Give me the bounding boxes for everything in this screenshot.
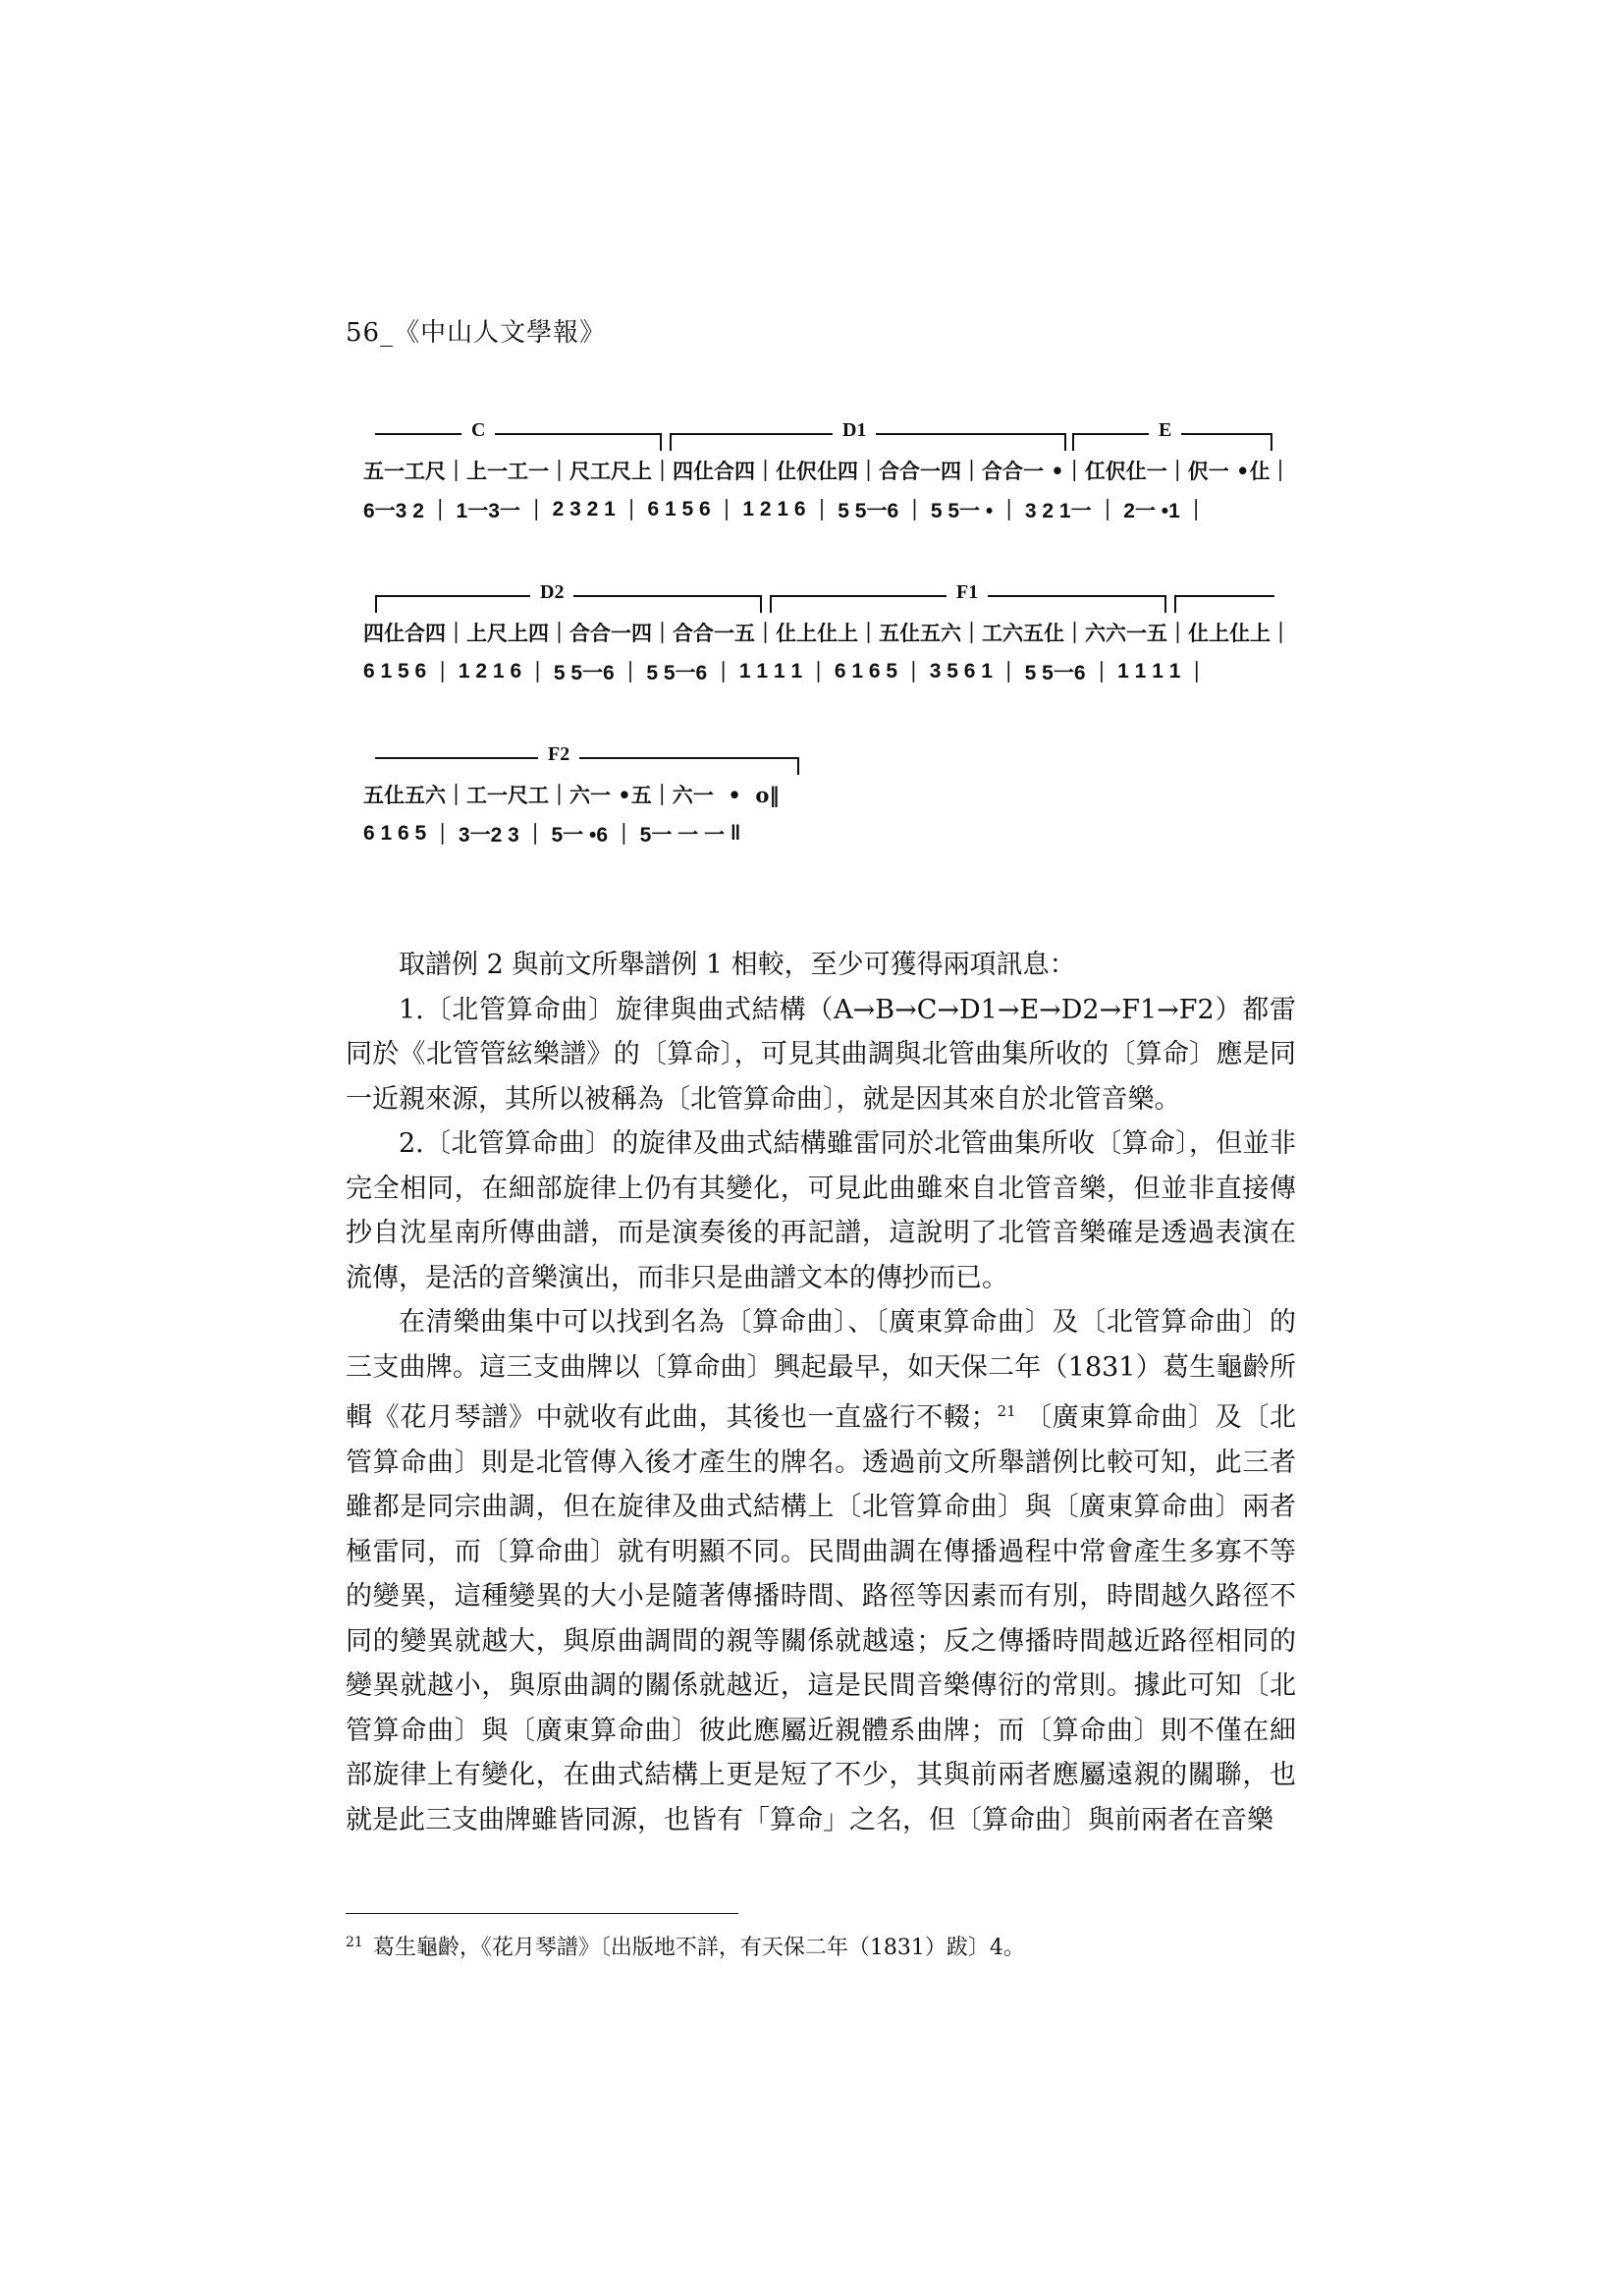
measure: 5一 一 一 (639, 824, 726, 847)
section-bracket-continued (1174, 595, 1274, 613)
measure: 五仩五六 (363, 783, 446, 807)
measure: 仩伬仩四 (776, 459, 858, 483)
score-system-1 (363, 417, 1291, 579)
music-score (363, 417, 1291, 903)
section-bracket-c (375, 433, 662, 451)
measure: 尺工尺上 (569, 459, 652, 483)
paragraph: 取譜例 2 與前文所舉譜例 1 相較，至少可獲得兩項訊息： (399, 950, 1076, 980)
measure: 1 2 1 6 (458, 660, 522, 683)
measure: 5 5一6 (646, 662, 708, 684)
body-text (346, 943, 1296, 1842)
gongche-notation-line: 四仩合四 ｜ 上尺上四 ｜ 合合一四 ｜ 合合一五 ｜ 仩上仩上 ｜ 五仩五六 ｜ 工六五仩 ｜ 六六一五 ｜ 仩上仩上 ｜ (363, 613, 1286, 652)
measure: 5 5一 • (930, 500, 994, 522)
section-label: E (1149, 419, 1181, 442)
measure: 合合一四 (569, 621, 652, 645)
section-label: F2 (538, 743, 579, 766)
measure: 六一 • o (672, 783, 770, 807)
measure: 四仩合四 (673, 459, 755, 483)
score-system-3 (363, 741, 1286, 903)
measure: 1 1 1 1 (1117, 660, 1181, 683)
measure: 5 5一6 (1024, 662, 1086, 684)
paragraph-text: 在清樂曲集中可以找到名為〔算命曲〕、〔廣東算命曲〕及〔北管算命曲〕的三支曲牌。這三支曲牌以〔算命曲〕興起最早，如天保二年（1831）葛生龜齡所輯《花月琴譜》中就收有此曲，其後也一直盛行不輟； (346, 1307, 1296, 1433)
paragraph-text: 〔廣東算命曲〕及〔北管算命曲〕則是北管傳入後才產生的牌名。透過前文所舉譜例比較可知，此三者雖都是同宗曲調，但在旋律及曲式結構上〔北管算命曲〕與〔廣東算命曲〕兩者極雷同，而〔算命曲〕就有明顯不同。民間曲調在傳播過程中常會產生多寡不等的變異，這種變異的大小是隨著傳播時間、路徑等因素而有別，時間越久路徑不同的變異就越大，與原曲調間的親等關係就越遠；反之傳播時間越近路徑相同的變異就越小，與原曲調的關係就越近，這是民間音樂傳衍的常則。據此可知〔北管算命曲〕與〔廣東算命曲〕彼此應屬近親體系曲牌；而〔算命曲〕則不僅在細部旋律上有變化，在曲式結構上更是短了不少，其與前兩者應屬遠親的關聯，也就是此三支曲牌雖皆同源，也皆有「算命」之名，但〔算命曲〕與前兩者在音樂 (346, 1402, 1296, 1835)
measure: 3 2 1一 (1024, 500, 1092, 522)
section-brackets (363, 741, 1286, 775)
measure: 仩上仩上 (1188, 621, 1271, 645)
measure: 6 1 6 5 (363, 822, 427, 845)
footnote-text: 葛生龜齡，《花月琴譜》〔出版地不詳，有天保二年（1831）跋〕4。 (372, 1936, 1025, 1960)
measure: 工六五仩 (982, 621, 1064, 645)
section-brackets (363, 417, 1286, 451)
measure: 工一尺工 (466, 783, 549, 807)
final-barline: ‖ (725, 822, 741, 845)
jianpu-notation-line: 6一3 2 ｜ 1一3一 ｜ 2 3 2 1 ｜ 6 1 5 6 ｜ 1 2 1 6 ｜ 5 5一6 ｜ 5 5一 • ｜ 3 2 1一 ｜ 2一 •1 ｜ (363, 490, 1286, 529)
measure: 3一2 3 (458, 824, 519, 847)
measure: 5 5一6 (553, 662, 615, 684)
measure: 合合一四 (879, 459, 961, 483)
measure: 六六一五 (1085, 621, 1167, 645)
measure: 上尺上四 (466, 621, 549, 645)
measure: 伬一 •仩 (1187, 459, 1271, 483)
section-label: D1 (833, 419, 876, 442)
measure: 5 5一6 (838, 500, 899, 522)
measure: 6一3 2 (363, 500, 424, 522)
jianpu-notation-line: 6 1 5 6 ｜ 1 2 1 6 ｜ 5 5一6 ｜ 5 5一6 ｜ 1 1 1 1 ｜ 6 1 6 5 ｜ 3 5 6 1 ｜ 5 5一6 ｜ 1 1 1 1 ｜ (363, 652, 1286, 691)
measure: 6 1 5 6 (363, 660, 427, 683)
measure: 2 3 2 1 (552, 498, 616, 520)
footnote-divider (346, 1913, 738, 1914)
gongche-notation-line: 五一工尺 ｜ 上一工一 ｜ 尺工尺上 ｜ 四仩合四 ｜ 仩伬仩四 ｜ 合合一四 ｜ 合合一 • ｜ 仜伬仩一 ｜ 伬一 •仩 ｜ (363, 451, 1286, 490)
measure: 仜伬仩一 (1084, 459, 1167, 483)
measure: 6 1 6 5 (834, 660, 898, 683)
final-barline: ‖ (769, 782, 780, 807)
measure: 1一3一 (456, 500, 520, 522)
jianpu-notation-line: 6 1 6 5 ｜ 3一2 3 ｜ 5一 •6 ｜ 5一 一 一 ‖ (363, 814, 1286, 853)
measure: 五一工尺 (363, 459, 446, 483)
measure: 3 5 6 1 (929, 660, 993, 683)
footnote-reference[interactable]: 21 (997, 1402, 1016, 1420)
gongche-notation-line: 五仩五六 ｜ 工一尺工 ｜ 六一 •五 ｜ 六一 • o ‖ (363, 775, 1286, 814)
section-label: F1 (947, 581, 988, 604)
measure: 合合一五 (673, 621, 755, 645)
score-system-2 (363, 579, 1291, 741)
measure: 合合一 • (982, 459, 1064, 483)
measure: 2一 •1 (1123, 500, 1180, 522)
paragraph: 1.〔北管算命曲〕旋律與曲式結構（A→B→C→D1→E→D2→F1→F2）都雷同於《北管管絃樂譜》的〔算命〕，可見其曲調與北管曲集所收的〔算命〕應是同一近親來源，其所以被稱為〔北管算命曲〕，就是因其來自於北管音樂。 (346, 994, 1296, 1115)
measure: 上一工一 (466, 459, 549, 483)
running-header: 56_《中山人文學報》 (346, 318, 607, 348)
measure: 仩上仩上 (776, 621, 858, 645)
measure: 5一 •6 (551, 824, 608, 847)
section-label: D2 (530, 581, 573, 604)
footnote-number: 21 (346, 1934, 363, 1950)
measure: 1 2 1 6 (742, 498, 806, 520)
measure: 6 1 5 6 (647, 498, 711, 520)
measure: 六一 •五 (569, 783, 652, 807)
footnote (346, 1931, 1025, 1961)
section-bracket-f2 (375, 757, 799, 775)
paragraph (346, 1300, 1296, 1842)
measure: 五仩五六 (879, 621, 961, 645)
section-brackets (363, 579, 1286, 613)
section-label: C (461, 419, 495, 442)
paragraph: 2.〔北管算命曲〕的旋律及曲式結構雖雷同於北管曲集所收〔算命〕，但並非完全相同，在細部旋律上仍有其變化，可見此曲雖來自北管音樂，但並非直接傳抄自沈星南所傳曲譜，而是演奏後的再記譜，這說明了北管音樂確是透過表演在流傳，是活的音樂演出，而非只是曲譜文本的傳抄而已。 (346, 1128, 1296, 1293)
measure: 1 1 1 1 (738, 660, 803, 683)
measure: 四仩合四 (363, 621, 446, 645)
